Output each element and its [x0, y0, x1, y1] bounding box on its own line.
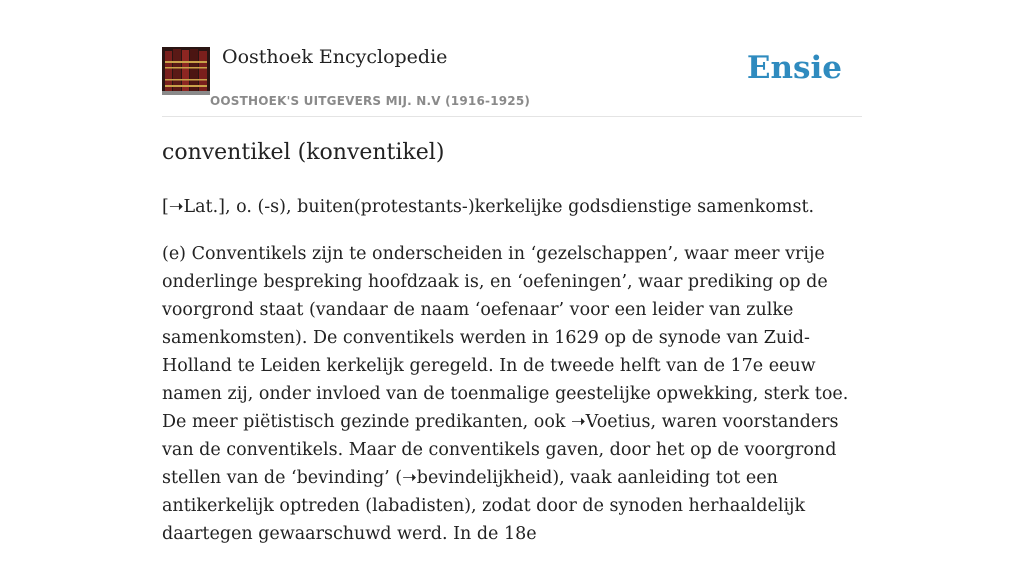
publication-subtitle: OOSTHOEK'S UITGEVERS MIJ. N.V (1916-1925) — [210, 94, 531, 108]
entry-title: conventikel (konventikel) — [162, 140, 445, 165]
site-header — [162, 40, 862, 117]
ensie-logo-link[interactable]: Ensie — [746, 50, 842, 86]
publication-avatar[interactable] — [162, 47, 210, 95]
entry-paragraph-definition: [➝Lat.], o. (-s), buiten(protestants-)kerkelijke godsdienstige samenkomst. — [162, 197, 815, 217]
entry-paragraph-explanation: (e) Conventikels zijn te onderscheiden in ‘gezelschappen’, waar meer vrije onderlinge bespreking hoofdzaak is, en ‘oefeningen’, waar prediking op de voorgrond staat (vandaar de naam ‘oefenaar’ voor een leider van zulke samenkomsten). De conventikels werden in 1629 op de synode van Zuid-Holland te Leiden kerkelijk geregeld. In de tweede helft van de 17e eeuw namen zij, onder invloed van de toenmalige geestelijke opwekking, sterk toe. De meer piëtistisch gezinde predikanten, ook ➝Voetius, waren voorstanders van de conventikels. Maar de conventikels gaven, door het op de voorgrond stellen van de ‘bevinding’ (➝bevindelijkheid), vaak aanleiding tot een antikerkelijk optreden (labadisten), zodat door de synoden herhaaldelijk daartegen gewaarschuwd werd. In de 18e — [162, 244, 849, 544]
entry-body — [162, 193, 864, 567]
book-spines-icon — [162, 47, 210, 95]
publication-title[interactable]: Oosthoek Encyclopedie — [222, 46, 448, 68]
